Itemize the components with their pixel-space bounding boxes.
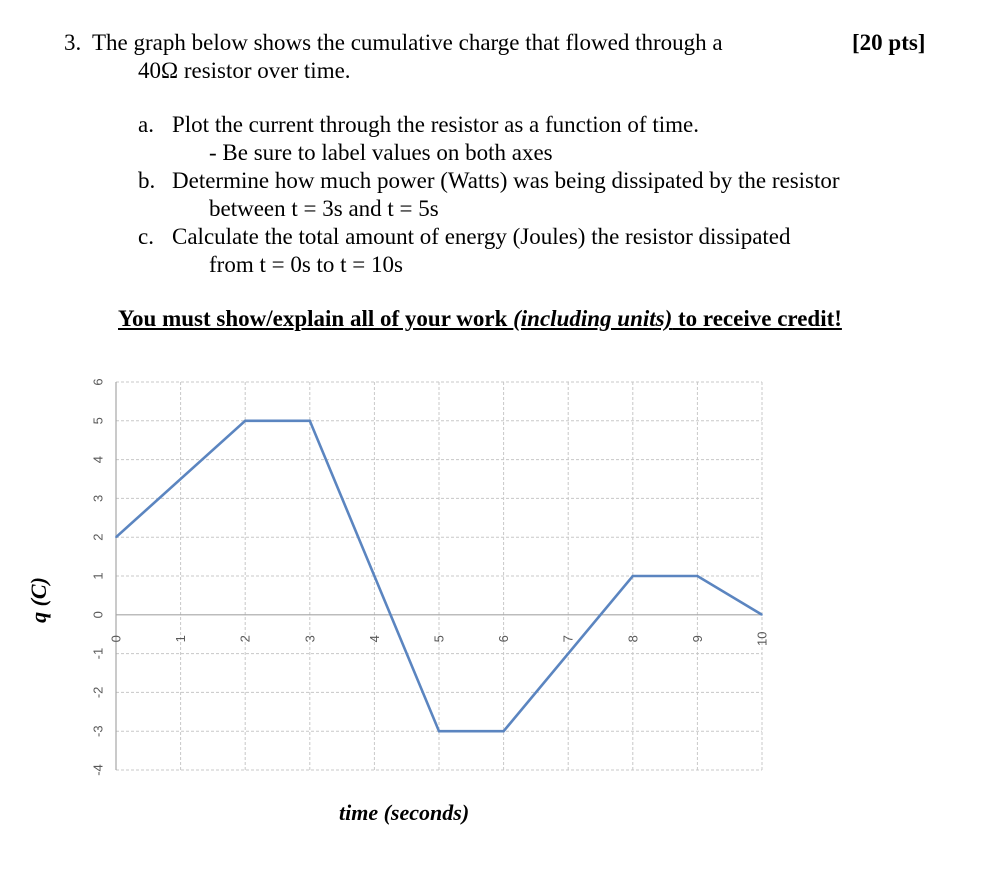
x-tick-label: 6 [496,635,512,643]
part-a-detail: - Be sure to label values on both axes [209,140,553,165]
charge-data-point [244,420,246,422]
x-axis-title: time (seconds) [339,800,470,825]
charge-data-point [761,614,763,616]
y-tick-label: 0 [90,611,106,619]
part-b-detail: between t = 3s and t = 5s [209,196,439,221]
charge-data-point [115,536,117,538]
x-tick-label: 1 [173,635,189,643]
part-c-letter: c. [138,224,154,249]
question-text-line1: The graph below shows the cumulative charge that flowed through a [92,30,723,55]
x-tick-label: 7 [560,635,576,643]
x-tick-label: 3 [302,635,318,643]
charge-data-point [503,730,505,732]
notice-part1: You must show/explain all of your work [118,306,514,331]
y-tick-label: 5 [90,417,106,425]
x-tick-label: 5 [431,635,447,643]
x-tick-label: 8 [625,635,641,643]
y-tick-label: 2 [90,533,106,541]
part-a-letter: a. [138,112,154,137]
y-tick-label: 3 [90,494,106,503]
x-tick-label: 0 [108,635,124,643]
x-tick-label: 2 [237,635,253,643]
y-tick-label: 4 [90,455,106,464]
charge-data-point [632,575,634,577]
y-tick-label: -4 [90,764,106,776]
charge-data-point [697,575,699,577]
y-tick-label: 6 [90,378,106,386]
x-tick-label: 10 [754,631,770,647]
notice-part3: to receive credit! [672,306,842,331]
points-label: [20 pts] [852,30,926,55]
charge-data-point [438,730,440,732]
part-b-text: Determine how much power (Watts) was being dissipated by the resistor [172,168,840,193]
part-b-letter: b. [138,168,156,193]
y-tick-label: -3 [90,725,106,737]
question-text-line2: 40Ω resistor over time. [138,58,351,83]
y-tick-label: 1 [90,572,106,580]
y-tick-label: -2 [90,686,106,699]
part-a-text: Plot the current through the resistor as a function of time. [172,112,699,137]
part-c-text: Calculate the total amount of energy (Joules) the resistor dissipated [172,224,791,249]
notice-part2: (including units) [513,306,673,331]
part-c-detail: from t = 0s to t = 10s [209,252,403,277]
question-number: 3. [64,30,82,55]
x-tick-label: 9 [689,635,705,643]
y-axis-label: q (C) [26,577,51,623]
x-tick-label: 4 [366,635,382,643]
charge-data-point [309,420,311,422]
y-tick-label: -1 [90,647,106,660]
